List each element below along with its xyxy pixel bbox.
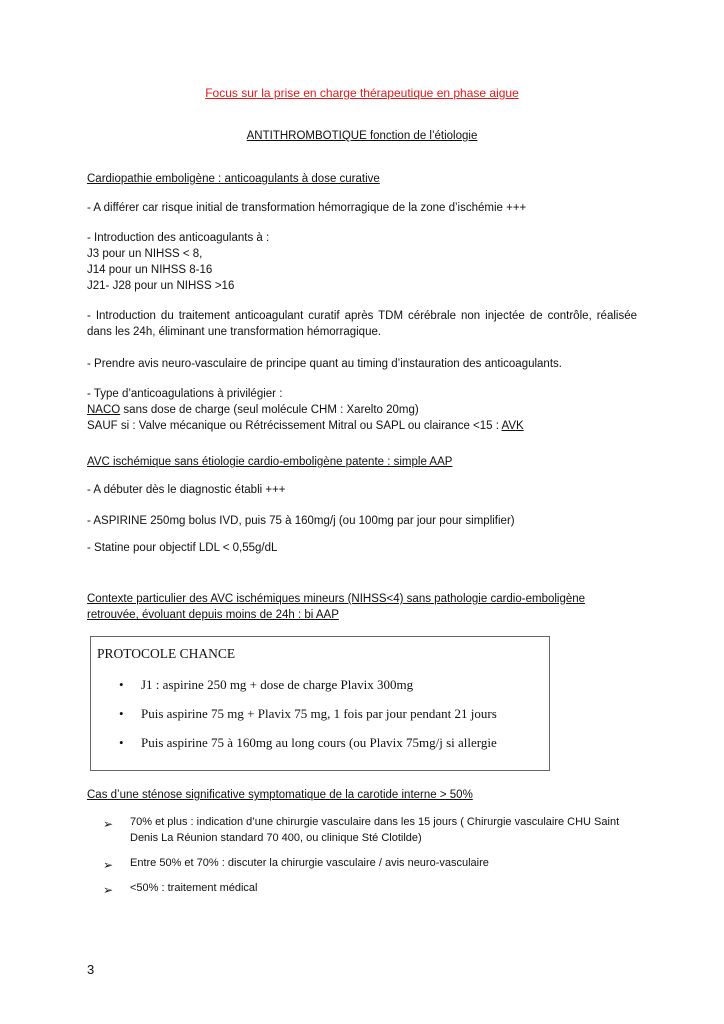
text-line: J21- J28 pour un NIHSS >16 — [87, 280, 235, 292]
paragraph-aspirine: - ASPIRINE 250mg bolus IVD, puis 75 à 160mg/j (ou 100mg par jour pour simplifier) — [87, 515, 515, 527]
naco-label: NACO — [87, 404, 121, 416]
heading-line: Contexte particulier des AVC ischémiques mineurs (NIHSS<4) sans pathologie cardio-emboligène — [87, 593, 586, 605]
arrow-bullet-icon: ➢ — [103, 858, 114, 872]
text-line — [87, 418, 524, 434]
paragraph-type-anticoagulations — [87, 386, 524, 434]
bullet-icon: • — [119, 735, 124, 750]
arrow-bullet-icon: ➢ — [103, 817, 114, 831]
protocol-item — [91, 735, 497, 764]
text-line — [87, 402, 524, 418]
bullet-icon: • — [119, 706, 124, 721]
text-line: J3 pour un NIHSS < 8, — [87, 248, 203, 260]
protocol-title: PROTOCOLE CHANCE — [97, 646, 236, 661]
sauf-text: SAUF si : Valve mécanique ou Rétrécissement Mitral ou SAPL ou clairance <15 : — [87, 420, 502, 432]
bullet-icon: • — [119, 677, 124, 692]
heading-stenose-carotide: Cas d’une sténose significative symptomatique de la carotide interne > 50% — [87, 789, 473, 801]
heading-avc-ischemique: AVC ischémique sans étiologie cardio-emboligène patente : simple AAP — [87, 456, 453, 468]
text-line: - Introduction des anticoagulants à : — [87, 232, 270, 244]
stenose-list — [103, 814, 650, 905]
protocol-item — [91, 677, 497, 706]
text-line: J14 pour un NIHSS 8-16 — [87, 264, 213, 276]
protocol-box — [90, 636, 550, 771]
protocol-item-text: Puis aspirine 75 à 160mg au long cours (ou Plavix 75mg/j si allergie — [141, 735, 497, 750]
protocol-item — [91, 706, 497, 735]
page-title: Focus sur la prise en charge thérapeutique en phase aigue — [205, 86, 519, 100]
protocol-item-text: Puis aspirine 75 mg + Plavix 75 mg, 1 fois par jour pendant 21 jours — [141, 706, 497, 721]
list-item-text: <50% : traitement médical — [130, 882, 258, 894]
paragraph-statine: - Statine pour objectif LDL < 0,55g/dL — [87, 542, 278, 554]
protocol-item-text: J1 : aspirine 250 mg + dose de charge Plavix 300mg — [141, 677, 414, 692]
section-subtitle: ANTITHROMBOTIQUE fonction de l’étiologie — [246, 130, 478, 142]
protocol-list — [91, 677, 497, 764]
heading-cardiopathie: Cardiopathie emboligène : anticoagulants à dose curative — [87, 173, 380, 185]
paragraph-debuter: - A débuter dès le diagnostic établi +++ — [87, 484, 286, 496]
list-item-text: Entre 50% et 70% : discuter la chirurgie vasculaire / avis neuro-vasculaire — [130, 857, 489, 869]
naco-detail: sans dose de charge (seul molécule CHM : Xarelto 20mg) — [120, 404, 419, 416]
list-item — [103, 855, 650, 871]
avk-label: AVK — [501, 420, 524, 432]
page-number: 3 — [87, 962, 95, 977]
paragraph-introduction-anticoagulants — [87, 230, 269, 294]
text-line: - Type d’anticoagulations à privilégier : — [87, 388, 283, 400]
paragraph-avis-neurovasculaire: - Prendre avis neuro-vasculaire de principe quant au timing d’instauration des anticoagulants. — [87, 358, 562, 370]
arrow-bullet-icon: ➢ — [103, 883, 114, 897]
heading-line: retrouvée, évoluant depuis moins de 24h : bi AAP — [87, 609, 339, 621]
heading-contexte-particulier — [87, 591, 585, 623]
list-item-text: 70% et plus : indication d’une chirurgie vasculaire dans les 15 jours ( Chirurgie vasculaire CHU Saint Denis La Réunion standard 70 400, ou clinique Sté Clotilde) — [130, 816, 620, 844]
list-item — [103, 814, 650, 846]
paragraph-introduction-traitement: - Introduction du traitement anticoagulant curatif après TDM cérébrale non injectée de contrôle, réalisée dans les 24h, éliminant une transformation hémorragique. — [87, 310, 637, 338]
paragraph-differer: - A différer car risque initial de transformation hémorragique de la zone d’ischémie +++ — [87, 202, 527, 214]
list-item — [103, 880, 650, 896]
